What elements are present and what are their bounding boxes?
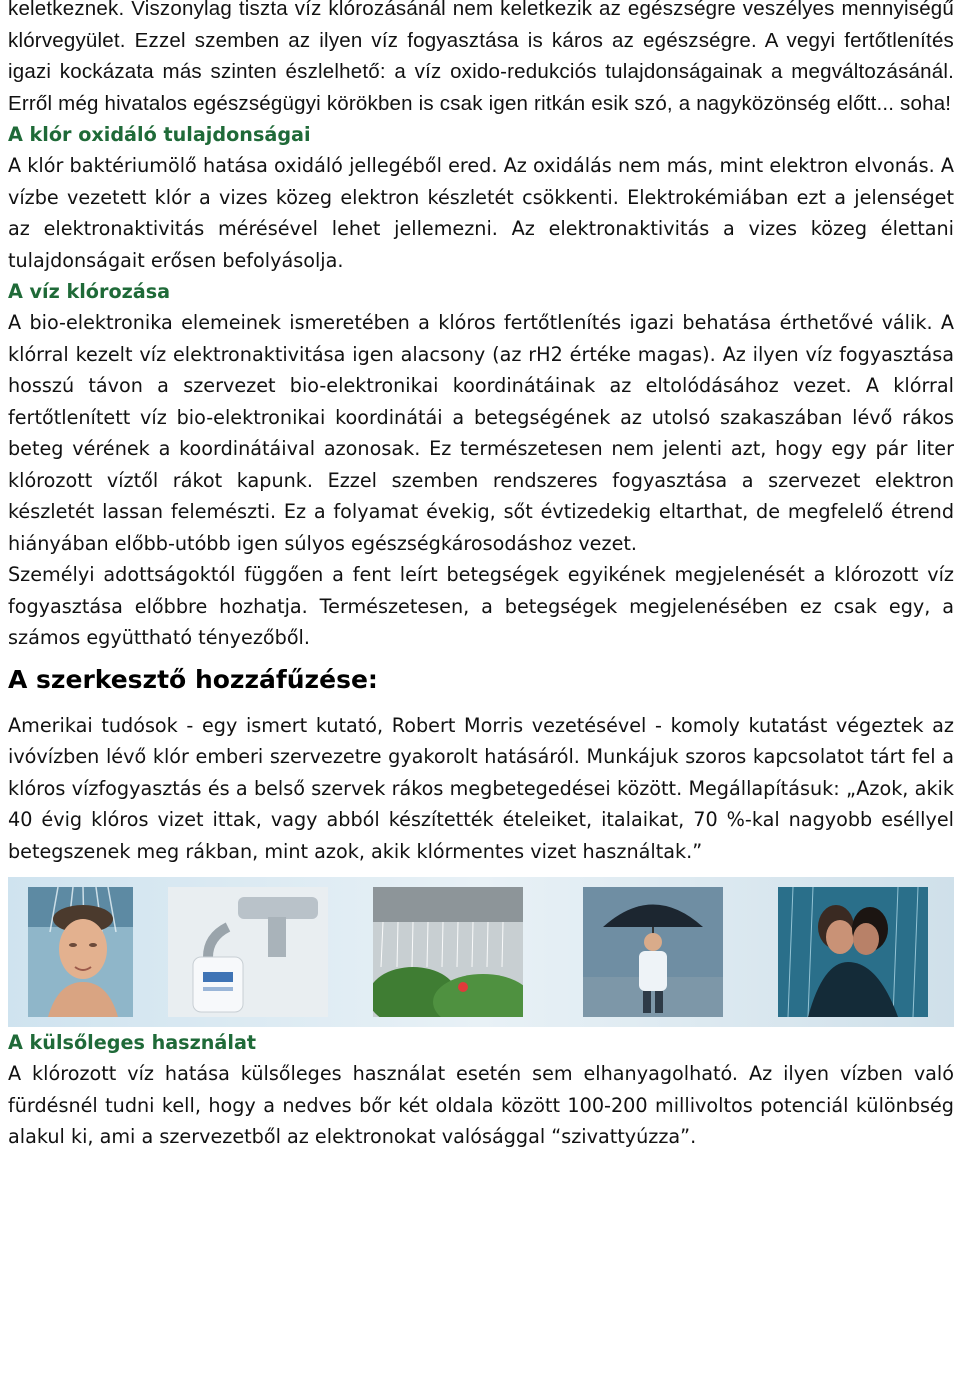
chlorination-paragraph-1: A bio-elektronika elemeinek ismeretében a klóros fertőtlenítés igazi behatása érthetővé válik. A klórral kezelt víz elektronaktivitása igen alacsony (az rH2 értéke magas). Az ilyen víz fogyasztása hosszú távon a szervezet bio-elektronikai koordinátáinak az eltolódásához vezet. A klórral fertőtlenített víz bio-elektronikai koordinátái a betegségének az utolsó szakaszában lévő rákos beteg vérének a koordinátáival azonosak. Ez természetesen nem jelenti azt, hogy egy pár liter klórozott víztől rákot kapunk. Ezzel szemben rendszeres fogyasztása a szervezet elektron készletét lassan felemészti. Ez a folyamat évekig, sőt évtizedekig eltarthat, de megfelelő étrend hiányában előbb-utóbb igen súlyos egészségkárosodáshoz vezet. [8,311,954,555]
intro-paragraph: keletkeznek. Viszonylag tiszta víz klórozásánál nem keletkezik az egészségre veszélyes mennyiségű klórvegyület. Ezzel szemben az ilyen víz fogyasztása is káros az egészségre. A vegyi fertőtlenítés igazi kockázata más szinten észlelhető: a víz oxido-redukciós tulajdonságainak a megváltozásánál. Erről még hivatalos egészségügyi körökben is csak igen ritkán esik szó, a nagyközönség előtt... soha! [8,0,954,115]
external-paragraph: A klórozott víz hatása külsőleges használat esetén sem elhanyagolható. Az ilyen vízben való fürdésnél tudni kell, hogy a nedves bőr két oldala között 100-200 millivoltos potenciál különbség alakul ki, ami a szervezetből az elektronokat valósággal “szivattyúzza”. [8,1062,954,1148]
photo-strip [8,877,954,1027]
heading-external-use: A külsőleges használat [8,1031,257,1054]
editor-paragraph: Amerikai tudósok - egy ismert kutató, Robert Morris vezetésével - komoly kutatást végeztek az ivóvízben lévő klór emberi szervezetre gyakorolt hatásáról. Munkájuk szoros kapcsolatot tárt fel a klóros vízfogyasztás és a belső szervek rákos megbetegedései között. Megállapításuk: „Azok, akik 40 évig klóros vizet ittak, vagy abból készítették ételeiket, italaikat, 70 %-kal nagyobb eséllyel betegszenek meg rákban, mint azok, akik klórmentes vizet használtak.” [8,713,954,863]
heading-chlorine-oxidizing: A klór oxidáló tulajdonságai [8,123,311,146]
water-filter-faucet-photo [168,887,328,1017]
heading-editor-note: A szerkesztő hozzáfűzése: [8,664,378,694]
chlorination-paragraph-2: Személyi adottságoktól függően a fent leírt betegségek egyikének megjelenését a klórozott víz fogyasztása előbbre hozhatja. Természetesen, a betegségek megjelenésében ez csak egy, a számos együttható tényezőből. [8,563,954,649]
rain-garden-photo [373,887,523,1017]
umbrella-rain-photo [583,887,723,1017]
oxidizing-paragraph: A klór baktériumölő hatása oxidáló jellegéből ered. Az oxidálás nem más, mint elektron elvonás. A vízbe vezetett klór a vizes közeg elektron készletét csökkenti. Elektrokémiában ezt a jelenséget az elektronaktivitás mérésével lehet jellemezni. Az elektronaktivitás a vizes közeg élettani tulajdonságait erősen befolyásolja. [8,154,954,272]
couple-rain-photo [778,887,928,1017]
shower-woman-photo [28,887,133,1017]
document-page [8,0,954,1153]
heading-water-chlorination: A víz klórozása [8,280,171,303]
